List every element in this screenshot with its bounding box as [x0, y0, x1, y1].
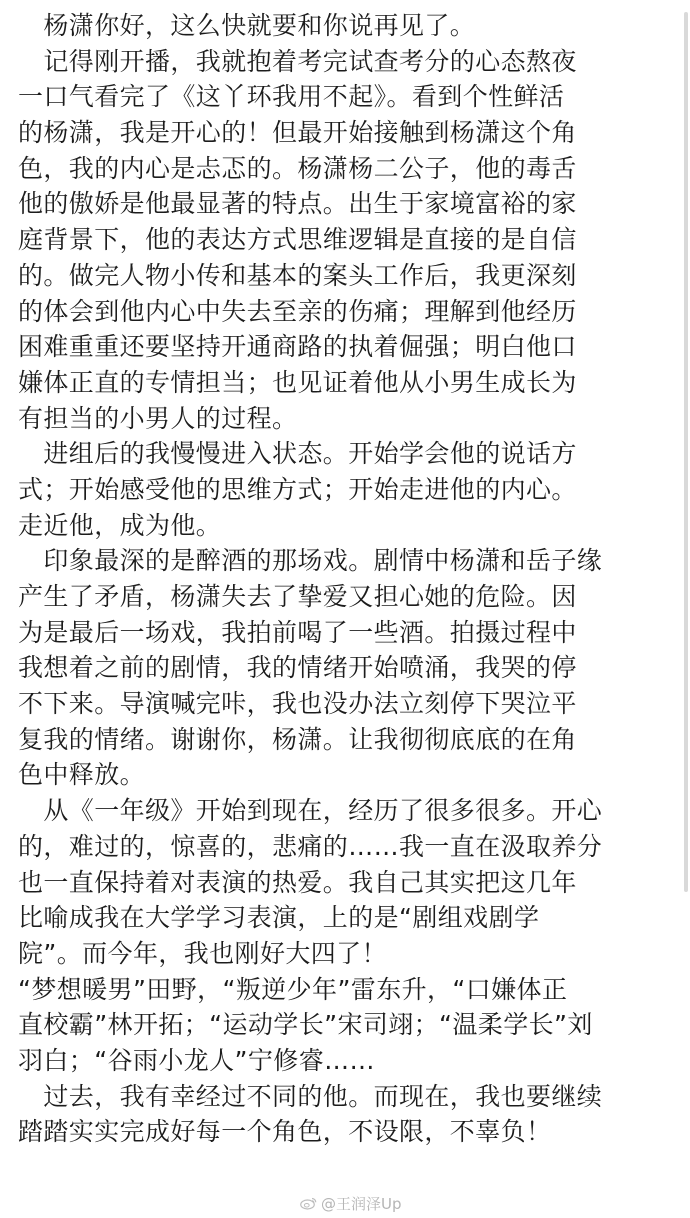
text-line: 踏踏实实完成好每一个角色，不设限，不辜负！	[18, 1117, 552, 1147]
text-line: 印象最深的是醉酒的那场戏。剧情中杨潇和岳子缘	[18, 546, 603, 576]
text-line: 的体会到他内心中失去至亲的伤痛；理解到他经历	[18, 296, 577, 326]
text-line: 复我的情绪。谢谢你，杨潇。让我彻彻底底的在角	[18, 724, 577, 754]
text-line: 院”。而今年，我也刚好大四了！	[18, 938, 387, 968]
text-line: 的，难过的，惊喜的，悲痛的……我一直在汲取养分	[18, 831, 603, 861]
text-line: 一口气看完了《这丫环我用不起》。看到个性鲜活	[18, 82, 565, 112]
text-line: 羽白；“谷雨小龙人”宁修睿……	[18, 1045, 375, 1075]
text-line: 走近他，成为他。	[18, 510, 222, 540]
text-line: 过去，我有幸经过不同的他。而现在，我也要继续	[18, 1081, 603, 1111]
text-line: 色，我的内心是忐忑的。杨潇杨二公子，他的毒舌	[18, 153, 577, 183]
text-line: 的。做完人物小传和基本的案头工作后，我更深刻	[18, 260, 577, 290]
text-line: 我想着之前的剧情，我的情绪开始喷涌，我哭的停	[18, 653, 577, 683]
text-line: 嫌体正直的专情担当；也见证着他从小男生成长为	[18, 367, 577, 397]
text-line: 色中释放。	[18, 760, 146, 790]
scrollbar[interactable]	[684, 12, 688, 892]
text-line: 式；开始感受他的思维方式；开始走进他的内心。	[18, 474, 577, 504]
text-line: “梦想暖男”田野，“叛逆少年”雷东升，“口嫌体正	[18, 974, 568, 1004]
text-line: 庭背景下，他的表达方式思维逻辑是直接的是自信	[18, 225, 577, 255]
text-line: 从《一年级》开始到现在，经历了很多很多。开心	[18, 796, 603, 826]
text-line: 为是最后一场戏，我拍前喝了一些酒。拍摄过程中	[18, 617, 577, 647]
text-line: 也一直保持着对表演的热爱。我自己其实把这几年	[18, 867, 577, 897]
text-line: 产生了矛盾，杨潇失去了挚爱又担心她的危险。因	[18, 582, 577, 611]
text-line: 记得刚开播，我就抱着考完试查考分的心态熬夜	[18, 46, 577, 76]
document-body	[18, 8, 658, 1150]
watermark	[300, 1192, 402, 1214]
text-line: 有担当的小男人的过程。	[18, 403, 298, 433]
text-line: 比喻成我在大学学习表演，上的是“剧组戏剧学	[18, 903, 540, 933]
watermark-text: @王润泽Up	[321, 1194, 402, 1213]
weibo-icon	[300, 1196, 318, 1210]
text-line: 直校霸”林开拓；“运动学长”宋司翊；“温柔学长”刘	[18, 1010, 593, 1040]
text-line: 的杨潇，我是开心的！但最开始接触到杨潇这个角	[18, 118, 577, 148]
text-line: 困难重重还要坚持开通商路的执着倔强；明白他口	[18, 332, 577, 362]
text-line: 不下来。导演喊完咔，我也没办法立刻停下哭泣平	[18, 689, 577, 719]
text-line: 他的傲娇是他最显著的特点。出生于家境富裕的家	[18, 189, 577, 219]
text-line: 杨潇你好，这么快就要和你说再见了。	[18, 11, 476, 40]
text-line: 进组后的我慢慢进入状态。开始学会他的说话方	[18, 439, 577, 469]
